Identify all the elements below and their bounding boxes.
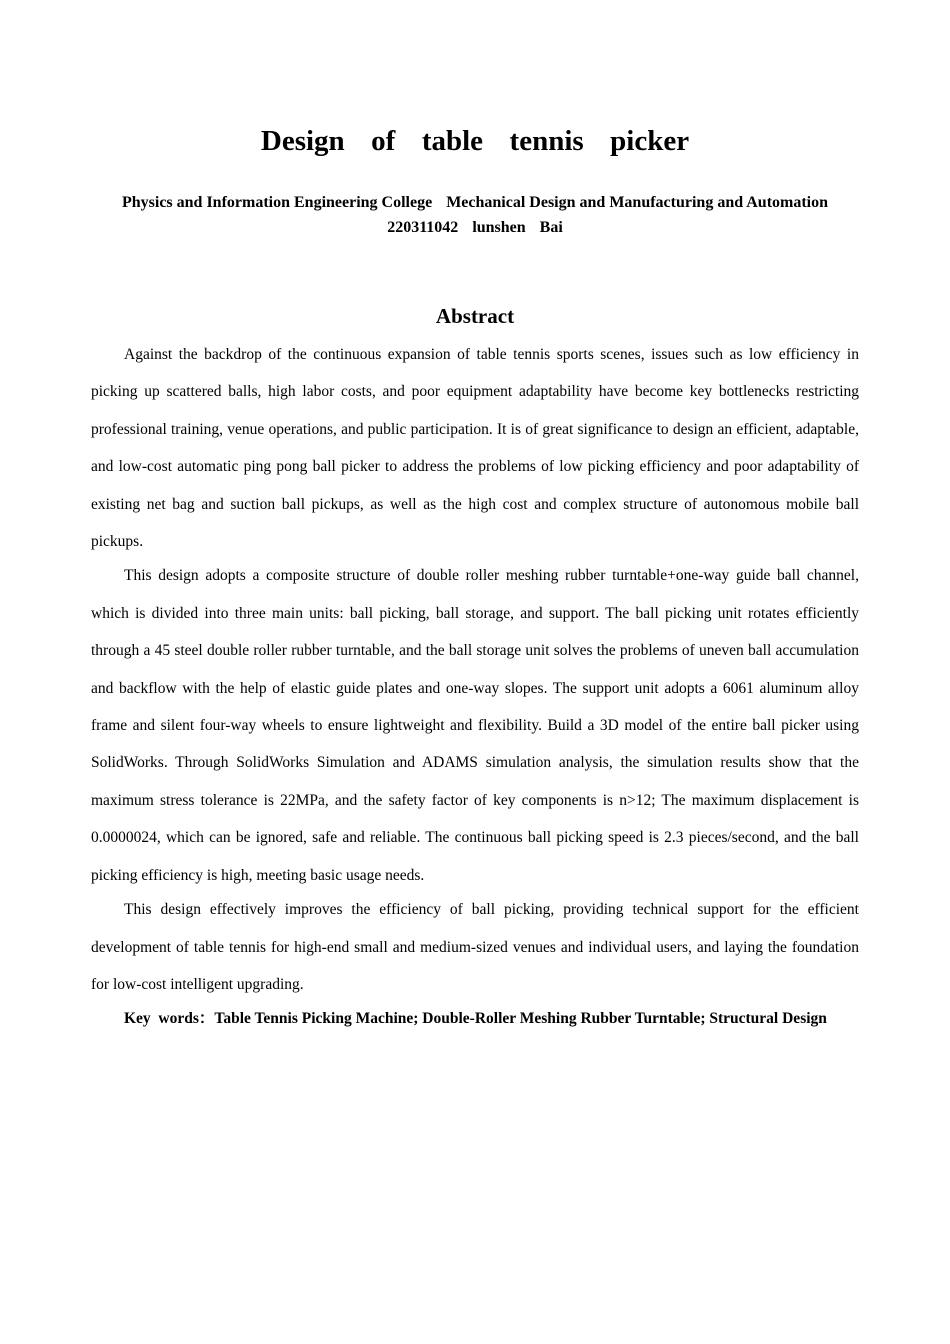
student-id: 220311042: [387, 219, 459, 236]
abstract-paragraph-2: This design adopts a composite structure of double roller meshing rubber turntable+one-way guide ball channel, which is divided into three main units: ball picking, ball storage, and support. The ball picking unit rotates efficiently through a 45 steel double roller rubber turntable, and the ball storage unit solves the problems of uneven ball accumulation and backflow with the help of elastic guide plates and one-way slopes. The support unit adopts a 6061 aluminum alloy frame and silent four-way wheels to ensure lightweight and flexibility. Build a 3D model of the entire ball picker using SolidWorks. Through SolidWorks Simulation and ADAMS simulation analysis, the simulation results show that the maximum stress tolerance is 22MPa, and the safety factor of key components is n>12; The maximum displacement is 0.0000024, which can be ignored, safe and reliable. The continuous ball picking speed is 2.3 pieces/second, and the ball picking efficiency is high, meeting basic usage needs.: [91, 567, 859, 884]
abstract-heading: Abstract: [435, 304, 515, 328]
major-name: Mechanical Design and Manufacturing and Automation: [446, 194, 829, 211]
affiliation-line: [0, 192, 950, 213]
author-line: [0, 217, 950, 238]
abstract-body: [91, 336, 859, 1038]
abstract-paragraph-1: Against the backdrop of the continuous expansion of table tennis sports scenes, issues such as low efficiency in picking up scattered balls, high labor costs, and poor equipment adaptability have become key bottlenecks restricting professional training, venue operations, and public participation. It is of great significance to design an efficient, adaptable, and low-cost automatic ping pong ball picker to address the problems of low picking efficiency and poor adaptability of existing net bag and suction ball pickups, as well as the high cost and complex structure of autonomous mobile ball pickups.: [91, 346, 859, 551]
keywords-text: Table Tennis Picking Machine; Double-Roller Meshing Rubber Turntable; Structural Design: [214, 1010, 827, 1028]
keywords-line: [91, 1000, 859, 1037]
college-name: Physics and Information Engineering College: [121, 194, 433, 211]
keywords-label: Key words：: [124, 1010, 215, 1028]
abstract-paragraph-3: This design effectively improves the efficiency of ball picking, providing technical support for the efficient development of table tennis for high-end small and medium-sized venues and individual users, and laying the foundation for low-cost intelligent upgrading.: [91, 901, 859, 993]
paper-title: Design of table tennis picker: [260, 125, 690, 157]
author-name: lunshen Bai: [472, 219, 563, 236]
